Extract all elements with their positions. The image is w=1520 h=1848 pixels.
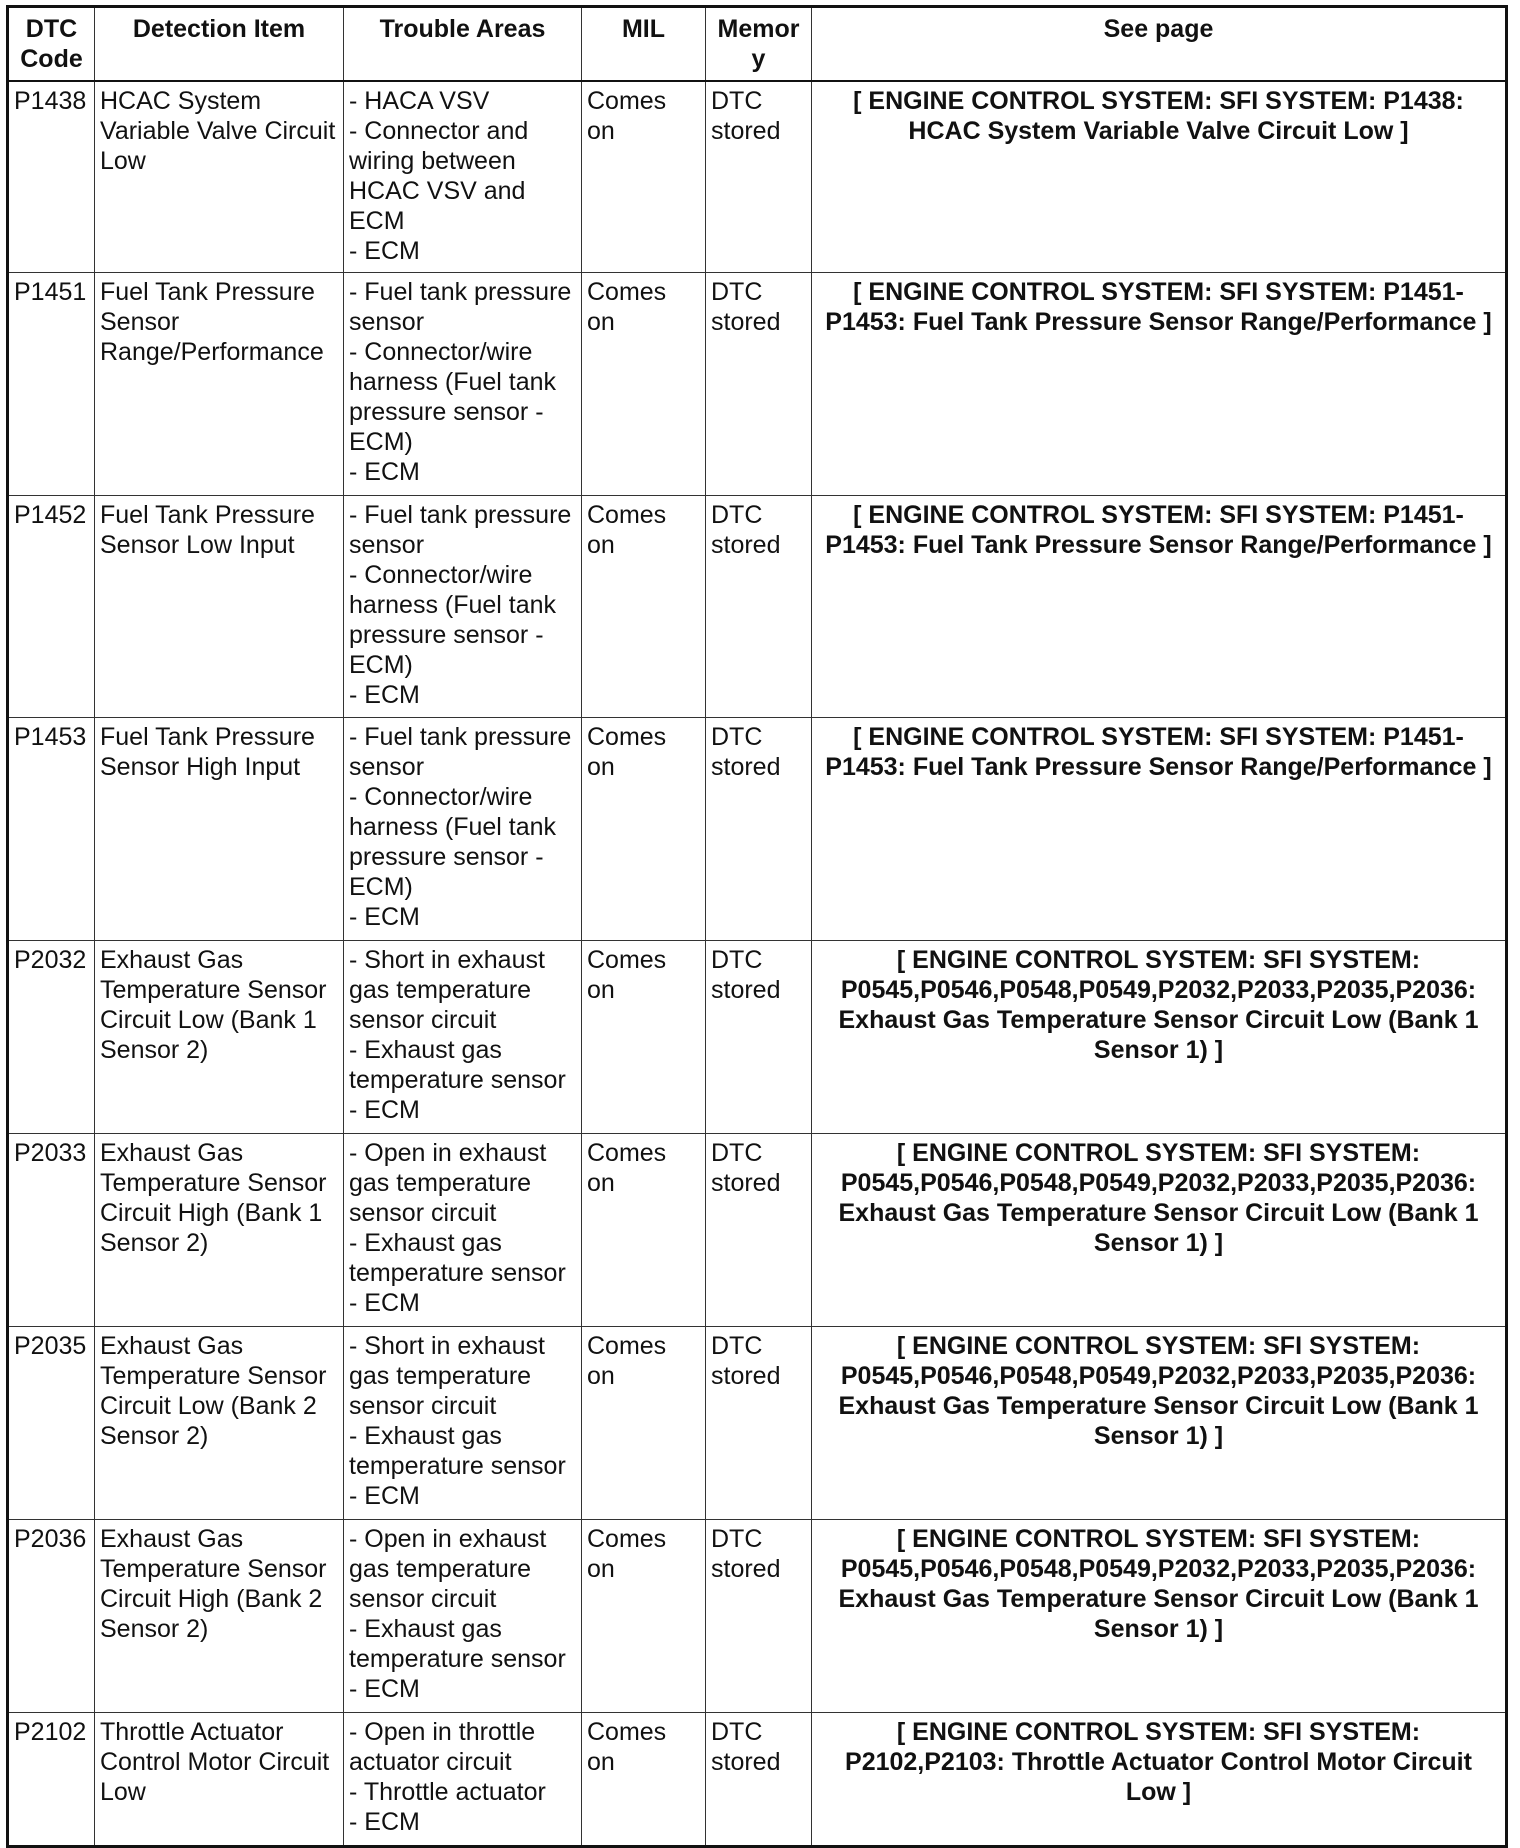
trouble-areas-cell: - Open in throttle actuator circuit - Throttle actuator - ECM (344, 1713, 582, 1847)
dtc-code-cell: P2036 (8, 1520, 95, 1713)
trouble-areas-cell: - HACA VSV - Connector and wiring between HCAC VSV and ECM - ECM (344, 81, 582, 273)
detection-item-cell: Exhaust Gas Temperature Sensor Circuit Low (Bank 2 Sensor 2) (95, 1327, 344, 1520)
detection-item-cell: Exhaust Gas Temperature Sensor Circuit High (Bank 2 Sensor 2) (95, 1520, 344, 1713)
trouble-areas-cell: - Short in exhaust gas temperature sensor circuit - Exhaust gas temperature sensor - ECM (344, 1327, 582, 1520)
detection-item-cell: Fuel Tank Pressure Sensor Low Input (95, 496, 344, 718)
mil-cell: Comes on (582, 941, 706, 1134)
dtc-code-cell: P2035 (8, 1327, 95, 1520)
table-header (8, 7, 1507, 81)
dtc-code-cell: P2032 (8, 941, 95, 1134)
see-page-link[interactable]: [ ENGINE CONTROL SYSTEM: SFI SYSTEM: P2102,P2103: Throttle Actuator Control Motor Circuit Low ] (812, 1713, 1507, 1847)
dtc-code-cell: P1452 (8, 496, 95, 718)
table-row (8, 496, 1507, 718)
header-memory: Memory (706, 7, 812, 81)
header-trouble-areas: Trouble Areas (344, 7, 582, 81)
mil-cell: Comes on (582, 1520, 706, 1713)
detection-item-cell: Exhaust Gas Temperature Sensor Circuit High (Bank 1 Sensor 2) (95, 1134, 344, 1327)
table-row (8, 718, 1507, 941)
trouble-areas-cell: - Open in exhaust gas temperature sensor circuit - Exhaust gas temperature sensor - ECM (344, 1134, 582, 1327)
memory-cell: DTC stored (706, 941, 812, 1134)
mil-cell: Comes on (582, 1134, 706, 1327)
memory-cell: DTC stored (706, 496, 812, 718)
mil-cell: Comes on (582, 496, 706, 718)
memory-cell: DTC stored (706, 1327, 812, 1520)
see-page-link[interactable]: [ ENGINE CONTROL SYSTEM: SFI SYSTEM: P1451-P1453: Fuel Tank Pressure Sensor Range/Performance ] (812, 273, 1507, 496)
see-page-link[interactable]: [ ENGINE CONTROL SYSTEM: SFI SYSTEM: P0545,P0546,P0548,P0549,P2032,P2033,P2035,P2036: Exhaust Gas Temperature Sensor Circuit Low (Bank 1 Sensor 1) ] (812, 1327, 1507, 1520)
memory-cell: DTC stored (706, 1520, 812, 1713)
mil-cell: Comes on (582, 718, 706, 941)
table-row (8, 273, 1507, 496)
trouble-areas-cell: - Fuel tank pressure sensor - Connector/wire harness (Fuel tank pressure sensor - ECM) - ECM (344, 496, 582, 718)
dtc-code-cell: P2033 (8, 1134, 95, 1327)
detection-item-cell: Throttle Actuator Control Motor Circuit Low (95, 1713, 344, 1847)
dtc-table (6, 5, 1508, 1848)
table-row (8, 81, 1507, 273)
dtc-code-cell: P1451 (8, 273, 95, 496)
header-mil: MIL (582, 7, 706, 81)
mil-cell: Comes on (582, 1713, 706, 1847)
memory-cell: DTC stored (706, 1134, 812, 1327)
header-see-page: See page (812, 7, 1507, 81)
trouble-areas-cell: - Short in exhaust gas temperature sensor circuit - Exhaust gas temperature sensor - ECM (344, 941, 582, 1134)
header-row (8, 7, 1507, 81)
mil-cell: Comes on (582, 81, 706, 273)
see-page-link[interactable]: [ ENGINE CONTROL SYSTEM: SFI SYSTEM: P1451-P1453: Fuel Tank Pressure Sensor Range/Performance ] (812, 718, 1507, 941)
see-page-link[interactable]: [ ENGINE CONTROL SYSTEM: SFI SYSTEM: P1451-P1453: Fuel Tank Pressure Sensor Range/Performance ] (812, 496, 1507, 718)
header-dtc-code: DTC Code (8, 7, 95, 81)
mil-cell: Comes on (582, 1327, 706, 1520)
dtc-code-cell: P2102 (8, 1713, 95, 1847)
table-row (8, 1327, 1507, 1520)
table-row (8, 941, 1507, 1134)
detection-item-cell: Fuel Tank Pressure Sensor High Input (95, 718, 344, 941)
table-body (8, 81, 1507, 1847)
memory-cell: DTC stored (706, 1713, 812, 1847)
trouble-areas-cell: - Fuel tank pressure sensor - Connector/wire harness (Fuel tank pressure sensor - ECM) - ECM (344, 273, 582, 496)
memory-cell: DTC stored (706, 273, 812, 496)
mil-cell: Comes on (582, 273, 706, 496)
detection-item-cell: Exhaust Gas Temperature Sensor Circuit Low (Bank 1 Sensor 2) (95, 941, 344, 1134)
see-page-link[interactable]: [ ENGINE CONTROL SYSTEM: SFI SYSTEM: P0545,P0546,P0548,P0549,P2032,P2033,P2035,P2036: Exhaust Gas Temperature Sensor Circuit Low (Bank 1 Sensor 1) ] (812, 941, 1507, 1134)
dtc-code-cell: P1438 (8, 81, 95, 273)
header-detection-item: Detection Item (95, 7, 344, 81)
see-page-link[interactable]: [ ENGINE CONTROL SYSTEM: SFI SYSTEM: P0545,P0546,P0548,P0549,P2032,P2033,P2035,P2036: Exhaust Gas Temperature Sensor Circuit Low (Bank 1 Sensor 1) ] (812, 1520, 1507, 1713)
see-page-link[interactable]: [ ENGINE CONTROL SYSTEM: SFI SYSTEM: P1438: HCAC System Variable Valve Circuit Low ] (812, 81, 1507, 273)
detection-item-cell: HCAC System Variable Valve Circuit Low (95, 81, 344, 273)
trouble-areas-cell: - Open in exhaust gas temperature sensor circuit - Exhaust gas temperature sensor - ECM (344, 1520, 582, 1713)
trouble-areas-cell: - Fuel tank pressure sensor - Connector/wire harness (Fuel tank pressure sensor - ECM) - ECM (344, 718, 582, 941)
table-row (8, 1520, 1507, 1713)
dtc-code-cell: P1453 (8, 718, 95, 941)
memory-cell: DTC stored (706, 81, 812, 273)
memory-cell: DTC stored (706, 718, 812, 941)
table-row (8, 1713, 1507, 1847)
table-row (8, 1134, 1507, 1327)
see-page-link[interactable]: [ ENGINE CONTROL SYSTEM: SFI SYSTEM: P0545,P0546,P0548,P0549,P2032,P2033,P2035,P2036: Exhaust Gas Temperature Sensor Circuit Low (Bank 1 Sensor 1) ] (812, 1134, 1507, 1327)
detection-item-cell: Fuel Tank Pressure Sensor Range/Performance (95, 273, 344, 496)
